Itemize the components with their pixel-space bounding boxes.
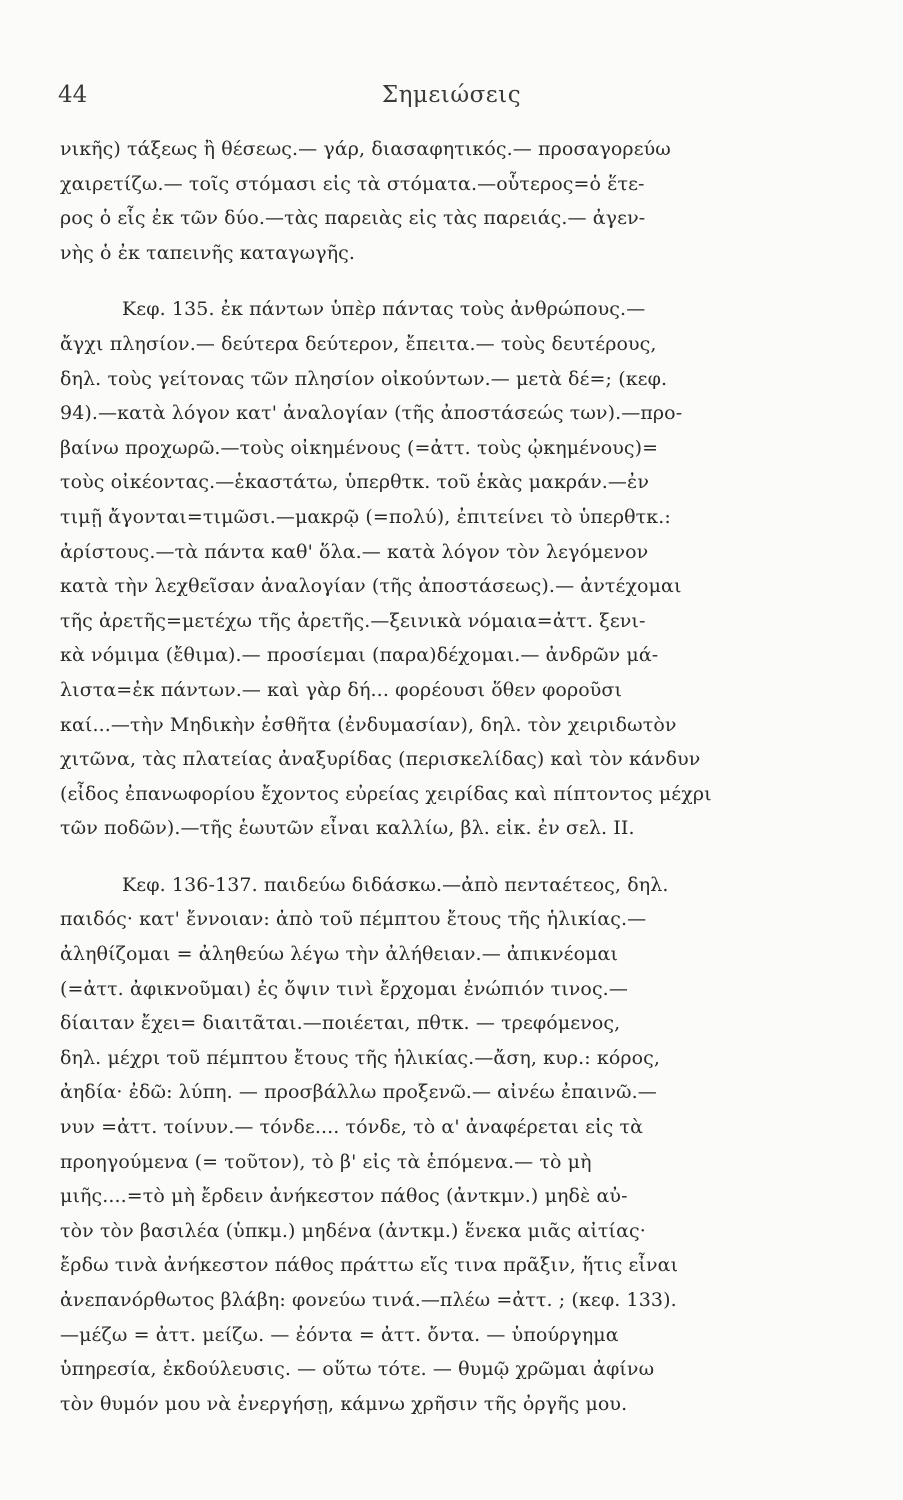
text-line: τὸν θυμόν μου νὰ ἐνεργήσῃ, κάμνω χρῆσιν τῆς ὀργῆς μου. [60,1392,628,1415]
text-line: —μέζω = ἀττ. μείζω. — ἐόντα = ἀττ. ὄντα. — ὑπούργημα [60,1323,619,1346]
page-header [0,82,903,122]
text-line: τὸν τὸν βασιλέα (ὑπκμ.) μηδένα (ἀντκμ.) ἕνεκα μιᾶς αἰτίας· [60,1219,646,1242]
text-line: (=ἀττ. ἀφικνοῦμαι) ἐς ὄψιν τινὶ ἔρχομαι ἐνώπιόν τινος.— [60,977,628,1000]
text-line: τοὺς οἰκέοντας.—ἑκαστάτω, ὑπερθτκ. τοῦ ἑκὰς μακράν.—ἐν [60,471,649,494]
text-line: 94).—κατὰ λόγον κατ' ἀναλογίαν (τῆς ἀποστάσεώς των).—προ- [60,402,683,425]
text-line: κὰ νόμιμα (ἔθιμα).— προσίεμαι (παρα)δέχομαι.— ἀνδρῶν μά- [60,644,659,667]
text-line: νὴς ὁ ἐκ ταπεινῆς καταγωγῆς. [60,241,356,264]
text-line: νικῆς) τάξεως ἢ θέσεως.— γάρ, διασαφητικός.— προσαγορεύω [60,138,671,160]
text-line: χιτῶνα, τὰς πλατείας ἀναξυρίδας (περισκελίδας) καὶ τὸν κάνδυν [60,748,701,771]
text-line: δηλ. μέχρι τοῦ πέμπτου ἔτους τῆς ἡλικίας.—ἄση, κυρ.: κόρος, [60,1046,661,1069]
text-line: κατὰ τὴν λεχθεῖσαν ἀναλογίαν (τῆς ἀποστάσεως).— ἀντέχομαι [60,575,682,598]
text-line: ἄγχι πλησίον.— δεύτερα δεύτερον, ἔπειτα.— τοὺς δευτέρους, [60,332,657,355]
text-line: νυν =ἀττ. τοίνυν.— τόνδε.... τόνδε, τὸ α' ἀναφέρεται εἰς τὰ [60,1116,644,1139]
text-line: ἀνεπανόρθωτος βλάβη: φονεύω τινά.—πλέω =ἀττ. ; (κεφ. 133). [60,1289,677,1311]
page-number: 44 [58,82,88,108]
text-line: Κεφ. 135. ἐκ πάντων ὑπὲρ πάντας τοὺς ἀνθρώπους.— [122,298,646,321]
text-line: ρος ὁ εἷς ἐκ τῶν δύο.—τὰς παρειὰς εἰς τὰς παρειάς.— ἀγεν- [60,207,646,230]
text-line: τιμῇ ἄγονται=τιμῶσι.—μακρῷ (=πολύ), ἐπιτείνει τὸ ὑπερθτκ.: [60,505,671,528]
text-line: Κεφ. 136-137. παιδεύω διδάσκω.—ἀπὸ πενταέτεος, δηλ. [122,873,669,896]
paragraph-continuation [60,132,844,270]
text-line: βαίνω προχωρῶ.—τοὺς οἰκημένους (=ἀττ. τοὺς ᾠκημένους)= [60,436,659,459]
text-line: ὑπηρεσία, ἐκδούλευσις. — οὕτω τότε. — θυμῷ χρῶμαι ἀφίνω [60,1358,655,1381]
text-line: μιῆς....=τὸ μὴ ἔρδειν ἀνήκεστον πάθος (ἀντκμν.) μηδὲ αὐ- [60,1185,628,1208]
running-head: Σημειώσεις [381,82,522,108]
text-line: λιστα=ἐκ πάντων.— καὶ γὰρ δή... φορέουσι ὅθεν φοροῦσι [60,678,623,701]
text-line: τῶν ποδῶν).—τῆς ἑωυτῶν εἶναι καλλίω, βλ. εἰκ. ἐν σελ. II. [60,817,635,840]
paragraph-chapter-136-137 [60,868,844,1422]
text-line: παιδός· κατ' ἔννοιαν: ἀπὸ τοῦ πέμπτου ἔτους τῆς ἡλικίας.— [60,908,647,931]
text-line: δηλ. τοὺς γείτονας τῶν πλησίον οἰκούντων.— μετὰ δέ=; (κεφ. [60,367,668,390]
text-line: ἀρίστους.—τὰ πάντα καθ' ὅλα.— κατὰ λόγον τὸν λεγόμενον [60,540,649,563]
text-line: δίαιταν ἔχει= διαιτᾶται.—ποιέεται, πθτκ. — τρεφόμενος, [60,1012,621,1035]
notes-text [60,132,844,1421]
text-line: ἀηδία· ἐδῶ: λύπη. — προσβάλλω προξενῶ.— αἰνέω ἐπαινῶ.— [60,1081,657,1104]
text-line: ἔρδω τινὰ ἀνήκεστον πάθος πράττω εἴς τινα πρᾶξιν, ἥτις εἶναι [60,1254,679,1277]
text-line: (εἶδος ἐπανωφορίου ἔχοντος εὐρείας χειρίδας καὶ πίπτοντος μέχρι [60,782,712,805]
text-line: χαιρετίζω.— τοῖς στόμασι εἰς τὰ στόματα.—οὗτερος=ὁ ἕτε- [60,172,645,195]
text-line: καί...—τὴν Μηδικὴν ἐσθῆτα (ἐνδυμασίαν), δηλ. τὸν χειριδωτὸν [60,713,677,736]
paragraph-chapter-135 [60,292,844,846]
text-line: ἀληθίζομαι = ἀληθεύω λέγω τὴν ἀλήθειαν.— ἀπικνέομαι [60,943,619,966]
text-line: τῆς ἀρετῆς=μετέχω τῆς ἀρετῆς.—ξεινικὰ νόμαια=ἀττ. ξενι- [60,609,646,632]
text-line: προηγούμενα (= τοῦτον), τὸ β' εἰς τὰ ἑπόμενα.— τὸ μὴ [60,1150,592,1173]
